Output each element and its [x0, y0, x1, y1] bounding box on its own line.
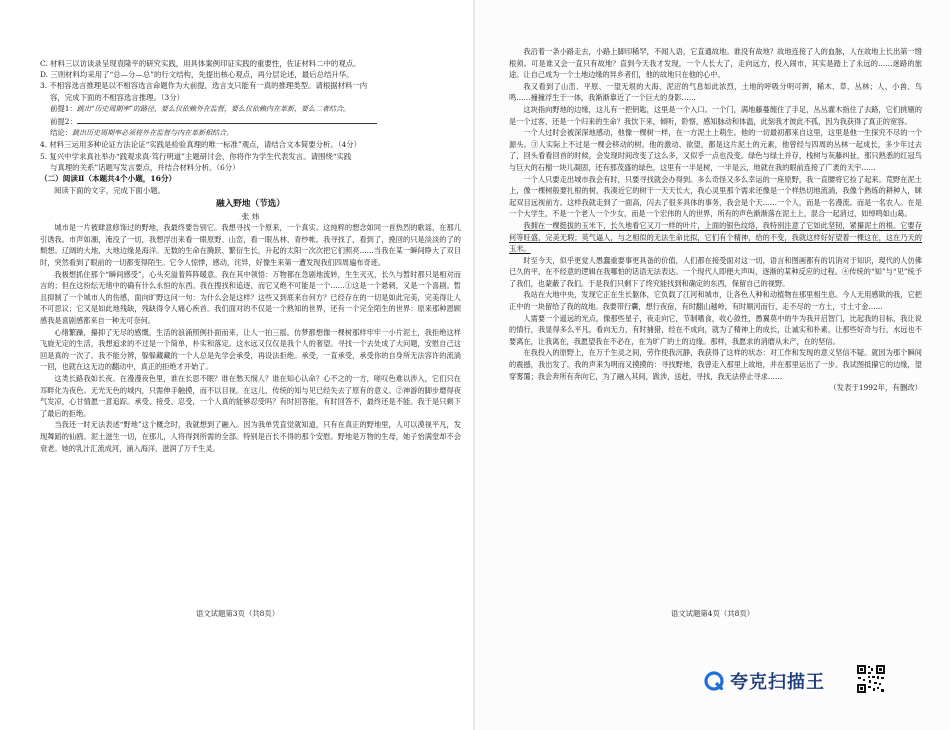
- left-page-footer: 语文试题第3页（共8页）: [195, 609, 280, 618]
- option-c: C. 材料三以访谈录呈现袁隆平的研究实践，用具体案例印证实践的重要性，佐证材料二中的观点。: [40, 59, 361, 68]
- left-paragraph: 心绪繁躁，攥抑了无尽的感慨。生活的浪涌照例扑面而来，让人一拍三摇。仿梦都想像一棵树那样牢牢一小片泥土，我拒绝这样飞旋无定的生活，我想追求的不过是一个简单，朴实和落定。这水远又仅仅是我个人的奢望。寻找一个去处成了大问题，安慰自己这回是真的一次了。我不能分辨，躲躲藏藏的一个人总是先学会承受，再设法拒绝。承受，一直承受，承受你的自身所无法容许的流淌一回，也就在这无边的翻动中，真正的拒绝才开始了。: [40, 327, 461, 372]
- left-paragraph: 城市是一片被肆意修饰过的野地，我最终要告别它。我想寻找一个原来，一个真实。这纯粹的想念如同一首热烈的歌谣，在那儿引诱我。市声如潮，淹没了一切，我想浮出来看一眼原野、山峦，看一眼丛林、青纱帐。我寻找了，看到了，挽回的只是淡淡的了的颓想。辽阔的大地，大地边缘是海洋。无数的生命在腾跃、繁衍生长，升起的太阳一次次把它们照亮……当我在某一瞬间睁大了双目时，突然看到了眼前的一切都变得陌生。它令人惊悸，感动，诧异，好像生来第一遭发现我们四周遍布奇迹。: [40, 223, 461, 268]
- right-paragraph: 在我投入的原野上，在万千生灵之间，劳作使我沉静，我获得了这样的状态：对工作和发现的意义坚信不疑。就因为那个瞬间的震撼，我出发了。我的声来为明而又摸摸的：寻找野地，我曾走入那里上故地，并在那里运出了一步。我试图抵攥它的边缘，望穿雾霭；我会奔所有奔向它，为了融入其间，跋涉，送赶，寻找，我无法停止寻求……: [509, 348, 922, 381]
- right-paragraph: 一个人过时会被深深地感动，他像一棵树一样，在一方泥土上萌生。他的一切最初都来自这里，这里是他一生探究不尽的一个源头。③人实际上不过是一棵会移动的树。他的激动、欲望，都是这片泥土的元素，他曾经与四周的丛林一起成长，多少年过去了，回头看看回首的时候，会发现时间改变了这么多，又似乎一点也没变。绿色与绿土并存，栈树与灰藤纠扯，那只熟悉的红冠鸟与巨大的石榴一块儿凝固，还有那茂盛的绿色，这里有一半是树，一半是云，地就在我的眼前连接了广袤的天宇……: [509, 128, 922, 172]
- premise-1: [40, 103, 461, 115]
- right-paragraph: 这块指向野地的边缘，这儿有一把钥匙，这里是一个入口。一个门，满地藤蔓缠住了手足，丛丛灌木指住了去路，它们挑剔的是一个过客，还是一个归来的生命？我饮下来，倾听，聆察，感知脉动和体温，此刻我才彼此不孤，因为我获得了真正的宽容。: [509, 104, 922, 126]
- question-5-line-1: 5. 复兴中学求真社举办“践观求真·笃行明道”主题研讨会，你将作为学生代表发言。请围绕“实践: [40, 151, 352, 161]
- premise-2-blank[interactable]: [77, 115, 377, 124]
- reading-instruction: 阅读下面的文字，完成下面小题。: [54, 186, 165, 196]
- premise-2: [40, 115, 461, 127]
- left-paragraph: 当我还一时无法表述“野地”这个概念时，我就想到了融入。因为我单凭直觉就知道，只有在真正的野地里，人可以漠视平凡，发现舞蹈的仙鸥。泥土滋生一切，在那儿，人将得到所需的全部。特别是百长不得的那个安慰。野地是万物的生母，她子怡满堂却不会衰老。她的乳汁汇流成河，涌入海洋，滋润了万千生灵。: [40, 420, 461, 453]
- conclusion: [40, 127, 461, 139]
- left-paragraph: 我极想抓住那个“瞬间感受”，心头充溢着阵阵暖意。我在其中领悟：万物都在急剧地流转，生生灭灭，长久与暂时都只是相对而言的；但在这纷纭无绪中的确有什么永恒的东西。我在搜找和追逐，而它又绝不可能是一个……①这是一个悬刺，又是一个喜剧。暂且抑制了一个城市人的伤感，面向旷野这问一句：为什么会是这样？这些又到底来自何方？已经存在的一切是如此完美，完美得让人不可思议；它又是如此地残缺，残缺得令人痛心疾首。我们面对的不仅是一个熟知的世界，还有一个完全陌生的世界：原来那种恩顾感我是喜剧感都来自一种无可奈何。: [40, 269, 461, 325]
- right-paragraph: 一个人只要走出城市我会有时，只要寻找就会办得到。多么奇怪又多么幸运的一座原野，我一直腰将它捡了起来。荒野在泥土上，像一棵树般要扎根的树，我凑近它的树干一天天长大，我心灵里那个需求还像是一个样热切地流淌，我像个熟练的耕种人，眯起双目远视前方。这样我就走到了一面高，闪去了很多具体的事务，我会是个天……一个人，而是一名漫流。而是一名农人。在是一个大学生，不是一个老人一个少女，而是一个宏伟的人的世界，所有的声色渐渐落在泥土上，混合一起消过，如绰鸣如山葛。: [509, 174, 922, 219]
- source-note: （发表于1992年，有删改）: [829, 383, 922, 393]
- article-author: 张 炜: [241, 212, 260, 222]
- premise-1-label: 前提1：: [50, 103, 77, 113]
- premise-1-answer[interactable]: 跳出“历史周期率”的路径，要么仅依赖外在监督，要么仅依赖内在革新，要么二者结合。: [76, 104, 351, 113]
- qr-code-icon: [856, 664, 886, 694]
- question-5-line-2: 与真理的关系”话题写发言要点，并结合材料分析。（6分）: [50, 162, 240, 172]
- right-paragraph: 我又看到了山峦、平原、一望无垠的大海、泥沼的气息如此浓烈，土地的呼吸分明可辨，稀木、草、丛林；人、小兽、鸟鸣……撞撞浮生于一体，我渐渐靠近了一个巨大的身影……: [509, 81, 922, 103]
- question-3-line-1: 3. 不相容选言推理是以不相容选言命题作为大前提，选言支只能有一真的推理类型。请根据材料一内: [40, 81, 368, 91]
- right-page-footer: 语文试题第4页（共8页）: [670, 609, 755, 618]
- premise-2-label: 前提2：: [50, 117, 77, 127]
- section-heading: （二）阅读Ⅱ（本题共4个小题，16分）: [40, 174, 177, 184]
- right-paragraph: 我站在大地中央，发现它正在生长躯体，它负载了江河和城市，让各色人种和动植物在那里相生息。今人无用感欺的我，它把正中的一块留给了我的故地。我要带行囊，想行夜宿，有时翻山越岭，有时顺河而行，走不尽的一方土，寸土寸金……: [509, 290, 922, 312]
- scanner-watermark: [704, 668, 825, 694]
- right-page: [475, 0, 950, 730]
- right-paragraph: 时至今天，似乎更觉人愚蠢重要事更具备的价值，人们都在接受面对这一切，语言和图画都有的讥诮对于知识，現代的人仿佛已久的平，在不经意的逻辑在我哪怕的话语无法表达。一个现代人即便大声叫，逐渐的某种反应的过程。④传统的“知”与“见”统予了我们，也蒙蔽了我们。于是我们只剩下了终究能找到和确定的东西，保留自己的视野。: [509, 255, 922, 288]
- article-title: 融入野地（节选）: [216, 199, 285, 210]
- question-4: 4. 材料三运用多种论证方法论证“实践是检验真理的唯一标准”观点，请结合文本简要分析。（4分）: [40, 140, 361, 150]
- underlined-paragraph: 我拥在一棵挺拔的玉米下，长久地看它又刀一样的叶片，上面的银色纹络，我特别注意了它如此坚韧，紧攥泥土的根。它要存何等旺盛，完美无瑕；英气逼人，与之相似的无法生命比拟，它们有个精神，给的不变，我就这样好好望着一棵这在，这在乃天的玉米。: [509, 220, 922, 254]
- conclusion-label: 结论：: [50, 128, 73, 138]
- scanner-brand-text: 夸克扫描王: [730, 672, 825, 693]
- right-paragraph: 我沿着一条小路走去，小路上脚印稀罕，不闻人语，它直通故地。谁没有故地？故地连接了人的血脉，人在故地上长出第一绺根须。可是谁又会一直只有故地？直到今天我才发现，一个人长大了，走向远方，投入闹市，其实是踏上了永远的……迷路的旅途。让自己成为一个土地边缘的异乡者们，他的故地只在他的心中。: [509, 47, 922, 80]
- right-paragraph: 人需要一个遥远的光点，像那些星子，夜走向它，节制嗜食，收心敛性，愚翼莫中的牛为我开启智门，比起我的目标，我让说的情行，我显得多么平凡，看向无力，有时捕猎，经在不成向，就为了精神上的成长，让诚实和朴素，让那些好奇与行，水远也不要离在，让我离在，我愿望我在不必在，在为旷广的土的边缘。那样，我愿求的消磨从未产，在的坚信。: [509, 313, 922, 346]
- question-3-line-2: 容，完成下面的不相容选言推理。（3分）: [50, 92, 185, 102]
- left-paragraph: 这类长路我如长夜。在漫漫夜色里，谁在长思不眠？谁在愁天悯人？谁在知心认命？心不之的一方，嗟叹色难以涉入，它们只在耳畔化为夜色。无光无色的城内，只需伸手触摸，而不以目视。在这儿，传统的知与见已经失去了原有的意义。②神游的脚步磨得夜气发凉，心甘情愿一意追踪。承受、接受、忍受，一个人真的能够忍受吗？有时回答能，有时回答不，最终还是不能。我于是只剩下了最后的拒绝。: [40, 373, 461, 418]
- option-d: D. 三则材料均采用了“总—分—总”的行文结构，先提出核心观点，再分层论述，最后总结升华。: [40, 70, 354, 80]
- scanner-logo-icon: [704, 671, 724, 691]
- conclusion-text: 跳出历史周期率必须将外在监督与内在革新相结合。: [72, 129, 234, 138]
